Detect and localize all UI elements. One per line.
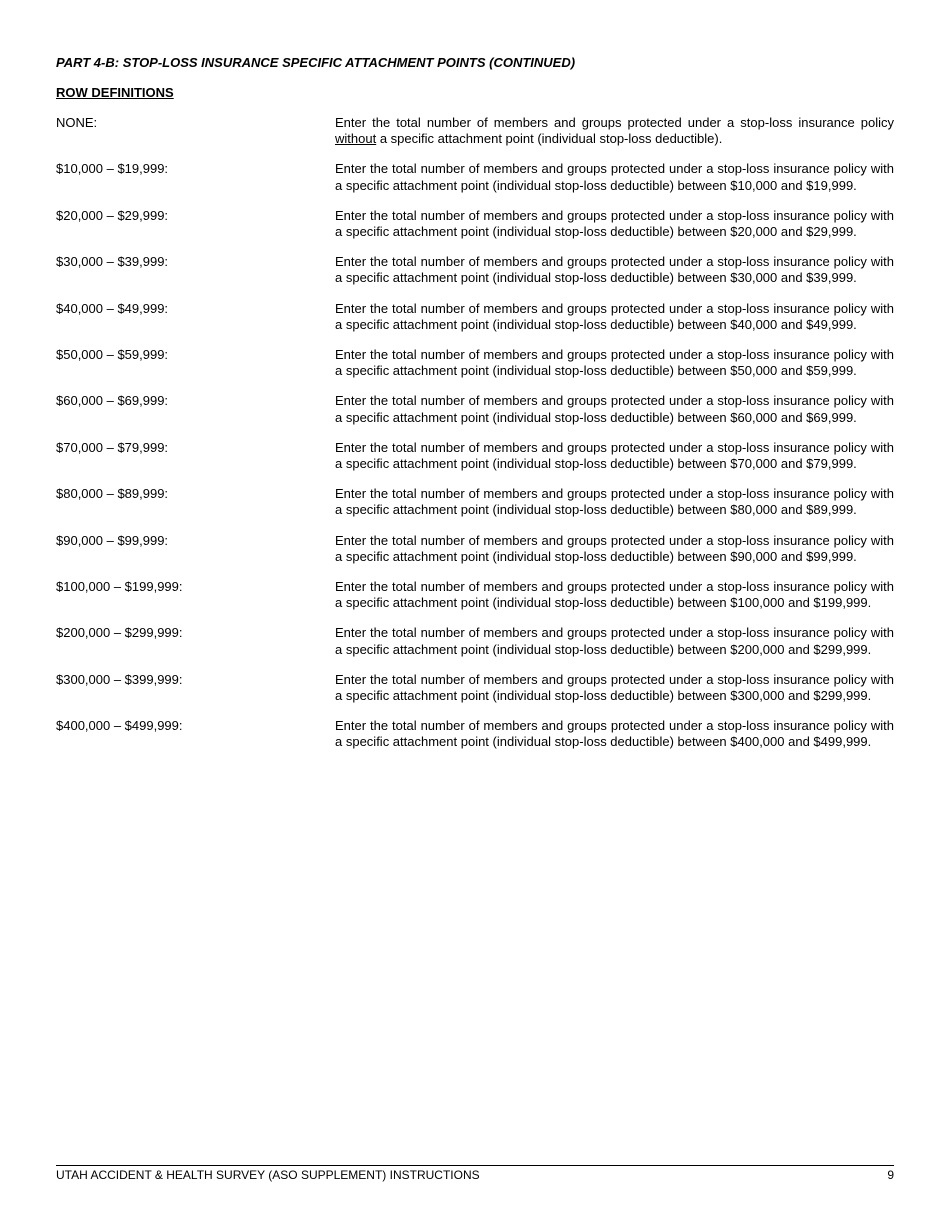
definition-text: Enter the total number of members and groups protected under a stop-loss insurance policy with a specific attachment point (individual stop-loss deductible) between $40,000 and $49,999.: [335, 300, 894, 332]
definition-label: $20,000 – $29,999:: [56, 207, 169, 223]
page-number: 9: [887, 1168, 894, 1182]
definition-label: $40,000 – $49,999:: [56, 300, 169, 316]
definition-text: [335, 115, 894, 147]
definition-text: Enter the total number of members and groups protected under a stop-loss insurance policy with a specific attachment point (individual stop-loss deductible) between $10,000 and $19,999.: [335, 161, 894, 193]
footer-title: UTAH ACCIDENT & HEALTH SURVEY (ASO SUPPLEMENT) INSTRUCTIONS: [56, 1168, 480, 1182]
definition-row: [56, 672, 894, 704]
section-heading: ROW DEFINITIONS: [56, 85, 174, 100]
definition-text: Enter the total number of members and groups protected under a stop-loss insurance policy with a specific attachment point (individual stop-loss deductible) between $20,000 and $29,999.: [335, 207, 894, 240]
definition-label: $80,000 – $89,999:: [56, 486, 169, 502]
definition-text: Enter the total number of members and groups protected under a stop-loss insurance policy with a specific attachment point (individual stop-loss deductible) between $90,000 and $99,999.: [335, 532, 894, 564]
definition-row-none: [56, 115, 894, 147]
definition-label: $50,000 – $59,999:: [56, 347, 169, 363]
definition-label: $60,000 – $69,999:: [56, 393, 169, 409]
definition-label: $300,000 – $399,999:: [56, 671, 183, 687]
definition-row: [56, 254, 894, 286]
definition-text: Enter the total number of members and groups protected under a stop-loss insurance policy with a specific attachment point (individual stop-loss deductible) between $50,000 and $59,999.: [335, 347, 894, 379]
definition-text: Enter the total number of members and groups protected under a stop-loss insurance policy with a specific attachment point (individual stop-loss deductible) between $400,000 and $499,999.: [335, 718, 894, 750]
definition-text: Enter the total number of members and groups protected under a stop-loss insurance policy with a specific attachment point (individual stop-loss deductible) between $80,000 and $89,999.: [335, 486, 894, 518]
definition-label: $90,000 – $99,999:: [56, 532, 169, 548]
definition-text: Enter the total number of members and groups protected under a stop-loss insurance policy with a specific attachment point (individual stop-loss deductible) between $200,000 and $299,999.: [335, 625, 894, 657]
page-footer: [56, 1165, 894, 1182]
definition-label: $10,000 – $19,999:: [56, 161, 169, 177]
definition-text: Enter the total number of members and groups protected under a stop-loss insurance policy with a specific attachment point (individual stop-loss deductible) between $70,000 and $79,999.: [335, 439, 894, 472]
definition-label: $100,000 – $199,999:: [56, 579, 183, 595]
definition-row: [56, 625, 894, 657]
row-definitions-list: [56, 115, 894, 765]
definition-row: [56, 393, 894, 425]
definition-label: $70,000 – $79,999:: [56, 439, 169, 455]
definition-row: [56, 301, 894, 333]
page-title: PART 4-B: STOP-LOSS INSURANCE SPECIFIC ATTACHMENT POINTS (CONTINUED): [56, 55, 576, 70]
definition-row: [56, 208, 894, 240]
definition-row: [56, 440, 894, 472]
definition-label: $30,000 – $39,999:: [56, 254, 169, 270]
definition-text: Enter the total number of members and groups protected under a stop-loss insurance policy with a specific attachment point (individual stop-loss deductible) between $300,000 and $299,999.: [335, 671, 894, 704]
definition-row: [56, 718, 894, 750]
definition-label: NONE:: [56, 115, 98, 130]
definition-text-underlined: without: [335, 131, 377, 147]
definition-text-part: a specific attachment point (individual stop-loss deductible).: [376, 131, 723, 147]
definition-label: $400,000 – $499,999:: [56, 718, 183, 734]
definition-row: [56, 161, 894, 193]
definition-text: Enter the total number of members and groups protected under a stop-loss insurance policy with a specific attachment point (individual stop-loss deductible) between $100,000 and $199,999.: [335, 579, 894, 611]
definition-row: [56, 579, 894, 611]
definition-text: Enter the total number of members and groups protected under a stop-loss insurance policy with a specific attachment point (individual stop-loss deductible) between $30,000 and $39,999.: [335, 254, 894, 286]
definition-row: [56, 347, 894, 379]
definition-row: [56, 533, 894, 565]
definition-label: $200,000 – $299,999:: [56, 625, 183, 641]
definition-row: [56, 486, 894, 518]
definition-text: Enter the total number of members and groups protected under a stop-loss insurance policy with a specific attachment point (individual stop-loss deductible) between $60,000 and $69,999.: [335, 393, 894, 425]
definition-text-part: Enter the total number of members and groups protected under a stop-loss insurance policy: [335, 115, 894, 130]
